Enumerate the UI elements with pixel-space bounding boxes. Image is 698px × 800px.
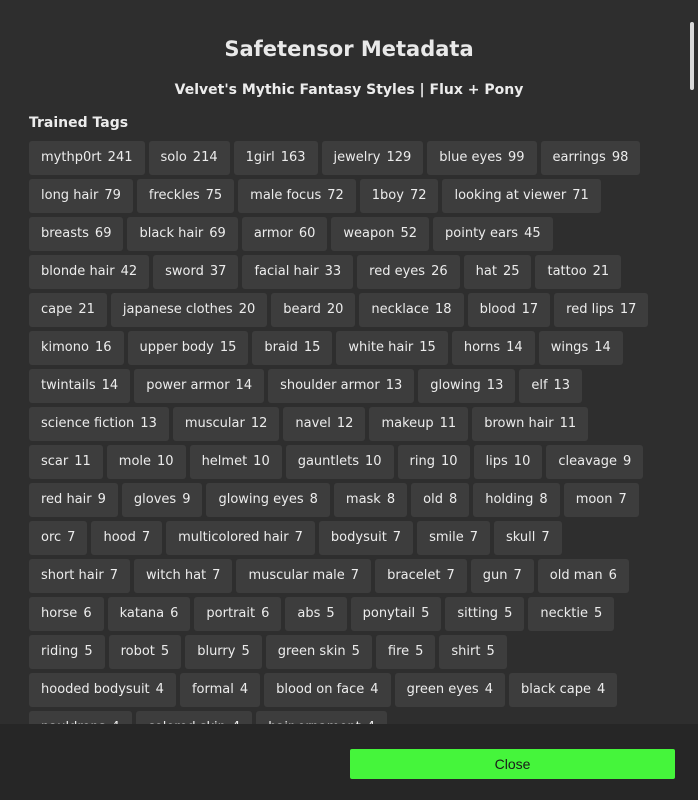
tag-chip[interactable] [357,255,459,289]
tag-chip[interactable] [322,141,424,175]
tag-chip[interactable] [242,255,353,289]
tag-count: 42 [120,264,138,279]
tag-count: 4 [484,682,493,697]
tag-name: glowing [430,378,481,393]
tag-count: 14 [101,378,119,393]
tag-chip[interactable] [433,217,553,251]
tag-count: 26 [431,264,448,279]
tag-count: 11 [559,416,577,431]
tag-name: red hair [41,492,92,507]
tag-name: glowing eyes [218,492,304,507]
tag-count: 10 [441,454,458,469]
tag-chip[interactable] [29,635,105,669]
tag-chip[interactable] [336,331,447,365]
tag-name: braid [264,340,298,355]
tag-chip[interactable] [375,559,467,593]
tag-count: 6 [261,606,270,621]
tag-chip[interactable] [29,445,103,479]
tag-name: hood [103,530,136,545]
tag-chip[interactable] [236,559,371,593]
tag-chip[interactable] [331,217,429,251]
tag-chip[interactable] [29,559,130,593]
tag-count: 9 [622,454,632,469]
tag-name: scar [41,454,69,469]
tag-count: 5 [326,606,335,621]
tag-chip[interactable] [137,179,234,213]
tag-chip[interactable] [111,293,267,327]
tag-name: ponytail [362,606,416,621]
tag-name: beard [283,302,321,317]
tag-count: 7 [469,530,479,545]
tag-count: 5 [415,644,424,659]
tag-count: 4 [370,682,379,697]
tag-name: solo [160,150,187,165]
scrollbar-thumb[interactable] [690,22,694,90]
tag-chip[interactable] [190,445,282,479]
tag-name: muscular male [248,568,345,583]
tag-count: 5 [160,644,170,659]
model-name: Velvet's Mythic Fantasy Styles | Flux + Pony [174,82,524,98]
tag-count: 10 [253,454,270,469]
tag-chip[interactable] [180,673,260,707]
tag-name: gun [482,568,508,583]
tag-chip[interactable] [252,331,332,365]
tag-chip[interactable] [29,331,124,365]
tag-name: necklace [371,302,430,317]
tag-name: earrings [552,150,606,165]
tag-count: 21 [592,264,610,279]
tag-chip[interactable] [242,217,328,251]
tag-name: twintails [41,378,96,393]
tag-count: 6 [83,606,92,621]
tag-name: portrait [206,606,256,621]
tag-count: 14 [235,378,253,393]
tag-chip[interactable] [173,407,280,441]
tag-chip[interactable] [29,255,149,289]
tag-count: 5 [84,644,93,659]
tag-name: 1boy [371,188,404,203]
tag-chip[interactable] [439,635,506,669]
tag-chip[interactable] [452,331,535,365]
tag-name: hat [475,264,497,279]
tag-count: 8 [448,492,458,507]
tag-count: 4 [155,682,164,697]
tag-chip[interactable] [564,483,639,517]
tag-chip[interactable] [234,141,318,175]
tag-name: kimono [41,340,89,355]
tag-count: 7 [350,568,360,583]
tag-count: 7 [392,530,402,545]
tag-count: 99 [507,150,525,165]
tag-chip[interactable] [494,521,562,555]
tag-chip[interactable] [334,483,407,517]
tag-count: 7 [294,530,303,545]
tag-name: upper body [139,340,214,355]
tag-name: cleavage [558,454,617,469]
tag-count: 79 [104,188,121,203]
tag-chip[interactable] [109,635,182,669]
tag-name: old man [549,568,603,583]
tag-name: male focus [250,188,322,203]
tag-count: 20 [238,302,256,317]
tag-chip[interactable] [29,179,133,213]
tag-name: tattoo [547,264,587,279]
tag-count: 5 [504,606,513,621]
tag-chip[interactable] [194,597,281,631]
tag-name: necktie [540,606,588,621]
tag-count: 241 [107,150,133,165]
tag-name: navel [295,416,331,431]
tag-name: abs [297,606,321,621]
tag-count: 7 [67,530,76,545]
tag-chip[interactable] [108,597,191,631]
tag-chip[interactable] [539,331,623,365]
tag-chip[interactable] [29,217,123,251]
tag-name: long hair [41,188,99,203]
tag-name: smile [429,530,464,545]
tag-name: japanese clothes [122,302,233,317]
tag-chip[interactable] [541,141,641,175]
tag-count: 7 [446,568,455,583]
tag-name: mythp0rt [41,150,102,165]
tag-count: 72 [409,188,427,203]
tag-name: riding [41,644,79,659]
tag-count: 4 [239,682,249,697]
tag-chip[interactable] [464,255,532,289]
tag-chip[interactable] [474,445,543,479]
tag-chip[interactable] [268,369,414,403]
tag-count: 8 [539,492,548,507]
tag-count: 12 [250,416,268,431]
tag-name: sword [165,264,204,279]
tag-chip[interactable] [128,331,249,365]
tag-count: 9 [97,492,106,507]
tag-name: horse [41,606,78,621]
tag-count: 13 [385,378,403,393]
tag-count: 10 [513,454,531,469]
tag-chip[interactable] [134,369,264,403]
tag-chip[interactable] [376,635,436,669]
tag-chip[interactable] [417,521,490,555]
tag-count: 33 [324,264,342,279]
tag-name: jewelry [333,150,381,165]
tag-count: 13 [140,416,157,431]
tag-count: 4 [597,682,606,697]
tag-count: 12 [336,416,354,431]
tag-count: 14 [594,340,611,355]
tag-chip[interactable] [122,483,203,517]
modal-title: Safetensor Metadata [224,37,474,61]
tag-name: elf [531,378,548,393]
tag-chip[interactable] [29,673,176,707]
tag-list [0,141,698,745]
tag-chip[interactable] [554,293,648,327]
tag-name: formal [191,682,234,697]
tag-count: 14 [506,340,523,355]
tag-name: short hair [41,568,104,583]
tag-count: 21 [78,302,95,317]
tag-chip[interactable] [29,597,104,631]
tag-name: shoulder armor [280,378,380,393]
tag-chip[interactable] [468,293,551,327]
tag-count: 7 [109,568,118,583]
tag-name: power armor [146,378,230,393]
tag-count: 7 [541,530,550,545]
tag-chip[interactable] [266,635,372,669]
tag-chip[interactable] [398,445,470,479]
tag-count: 69 [94,226,112,241]
tag-count: 5 [351,644,360,659]
tag-chip[interactable] [264,673,390,707]
tag-count: 163 [280,150,306,165]
tag-chip[interactable] [29,407,169,441]
tag-count: 20 [326,302,344,317]
tag-chip[interactable] [319,521,413,555]
tag-chip[interactable] [445,597,524,631]
tag-count: 17 [521,302,539,317]
tag-count: 52 [400,226,418,241]
tag-count: 16 [94,340,112,355]
tag-name: sitting [457,606,499,621]
tag-count: 7 [513,568,522,583]
tag-count: 60 [298,226,316,241]
tag-count: 6 [170,606,179,621]
tag-chip[interactable] [411,483,469,517]
tag-chip[interactable] [473,483,559,517]
tag-count: 75 [205,188,223,203]
tag-count: 6 [608,568,617,583]
tag-count: 13 [486,378,504,393]
tag-name: white hair [348,340,414,355]
tag-name: helmet [201,454,248,469]
tag-chip[interactable] [283,407,365,441]
tag-name: science fiction [41,416,135,431]
tag-name: black hair [139,226,204,241]
tag-count: 8 [309,492,318,507]
tag-count: 18 [435,302,452,317]
tag-count: 9 [182,492,191,507]
tag-name: katana [119,606,165,621]
section-label-trained-tags: Trained Tags [29,115,129,131]
tag-chip[interactable] [29,483,118,517]
tag-count: 72 [327,188,344,203]
tag-name: ring [409,454,435,469]
tag-name: weapon [343,226,395,241]
tag-name: 1girl [245,150,275,165]
tag-name: blurry [197,644,236,659]
tag-name: green eyes [406,682,479,697]
tag-chip[interactable] [206,483,329,517]
tag-name: makeup [381,416,434,431]
tag-chip[interactable] [134,559,232,593]
tag-chip[interactable] [359,293,463,327]
tag-chip[interactable] [418,369,515,403]
tag-name: blood [479,302,516,317]
tag-name: green skin [277,644,346,659]
tag-chip[interactable] [29,293,107,327]
tag-count: 15 [303,340,321,355]
tag-chip[interactable] [153,255,238,289]
tag-count: 10 [365,454,382,469]
tag-name: fire [387,644,410,659]
tag-chip[interactable] [149,141,230,175]
tag-name: skull [506,530,536,545]
tag-count: 7 [141,530,151,545]
tag-chip[interactable] [29,141,145,175]
tag-chip[interactable] [185,635,262,669]
tag-name: freckles [148,188,200,203]
tag-chip[interactable] [442,179,600,213]
tag-chip[interactable] [29,369,130,403]
tag-chip[interactable] [528,597,614,631]
tag-chip[interactable] [535,255,621,289]
tag-chip[interactable] [360,179,439,213]
tag-chip[interactable] [285,597,346,631]
tag-count: 214 [192,150,218,165]
tag-chip[interactable] [238,179,356,213]
tag-count: 5 [593,606,603,621]
tag-name: gloves [133,492,177,507]
tag-name: cape [41,302,73,317]
tag-name: bodysuit [330,530,387,545]
tag-count: 7 [212,568,221,583]
tag-name: armor [253,226,293,241]
tag-chip[interactable] [395,673,505,707]
tag-name: holding [485,492,534,507]
close-button[interactable]: Close [350,749,675,779]
tag-count: 5 [486,644,495,659]
tag-chip[interactable] [107,445,186,479]
tag-name: facial hair [254,264,319,279]
tag-chip[interactable] [546,445,643,479]
tag-name: red lips [566,302,614,317]
tag-chip[interactable] [519,369,582,403]
tag-name: blood on face [276,682,365,697]
tag-name: moon [575,492,613,507]
tag-count: 13 [553,378,571,393]
tag-count: 5 [421,606,430,621]
tag-name: muscular [184,416,245,431]
tag-count: 15 [419,340,436,355]
tag-name: hooded bodysuit [41,682,150,697]
tag-count: 71 [572,188,589,203]
tag-chip[interactable] [471,559,534,593]
tag-name: gauntlets [297,454,359,469]
tag-name: blonde hair [41,264,115,279]
tag-count: 11 [74,454,91,469]
tag-name: lips [485,454,508,469]
tag-name: robot [120,644,155,659]
tag-name: old [423,492,443,507]
tag-chip[interactable] [369,407,468,441]
tag-name: looking at viewer [454,188,567,203]
tag-count: 8 [386,492,396,507]
tag-name: bracelet [387,568,441,583]
tag-name: mask [345,492,381,507]
tag-name: multicolored hair [178,530,289,545]
tag-name: breasts [41,226,89,241]
tag-count: 69 [209,226,226,241]
tag-count: 129 [386,150,412,165]
tag-chip[interactable] [472,407,588,441]
tag-chip[interactable] [29,521,87,555]
tag-count: 15 [219,340,237,355]
tag-count: 37 [209,264,227,279]
tag-name: black cape [521,682,592,697]
tag-count: 10 [157,454,174,469]
tag-count: 45 [524,226,541,241]
tag-chip[interactable] [166,521,315,555]
tag-count: 7 [618,492,627,507]
tag-count: 5 [241,644,250,659]
tag-chip[interactable] [509,673,617,707]
tag-count: 98 [611,150,629,165]
tag-chip[interactable] [427,141,536,175]
tag-name: horns [463,340,501,355]
tag-chip[interactable] [127,217,237,251]
tag-count: 25 [502,264,520,279]
tag-name: orc [41,530,62,545]
tag-count: 17 [619,302,637,317]
tag-name: brown hair [484,416,554,431]
tag-name: shirt [451,644,481,659]
tag-chip[interactable] [351,597,442,631]
tag-chip[interactable] [91,521,162,555]
tag-chip[interactable] [286,445,394,479]
tag-name: wings [550,340,589,355]
tag-chip[interactable] [538,559,629,593]
tag-name: pointy ears [445,226,519,241]
tag-name: mole [118,454,152,469]
tag-name: blue eyes [439,150,502,165]
tag-chip[interactable] [271,293,355,327]
tag-name: red eyes [369,264,426,279]
modal-footer [0,724,698,800]
tag-name: witch hat [145,568,207,583]
tag-count: 11 [439,416,457,431]
